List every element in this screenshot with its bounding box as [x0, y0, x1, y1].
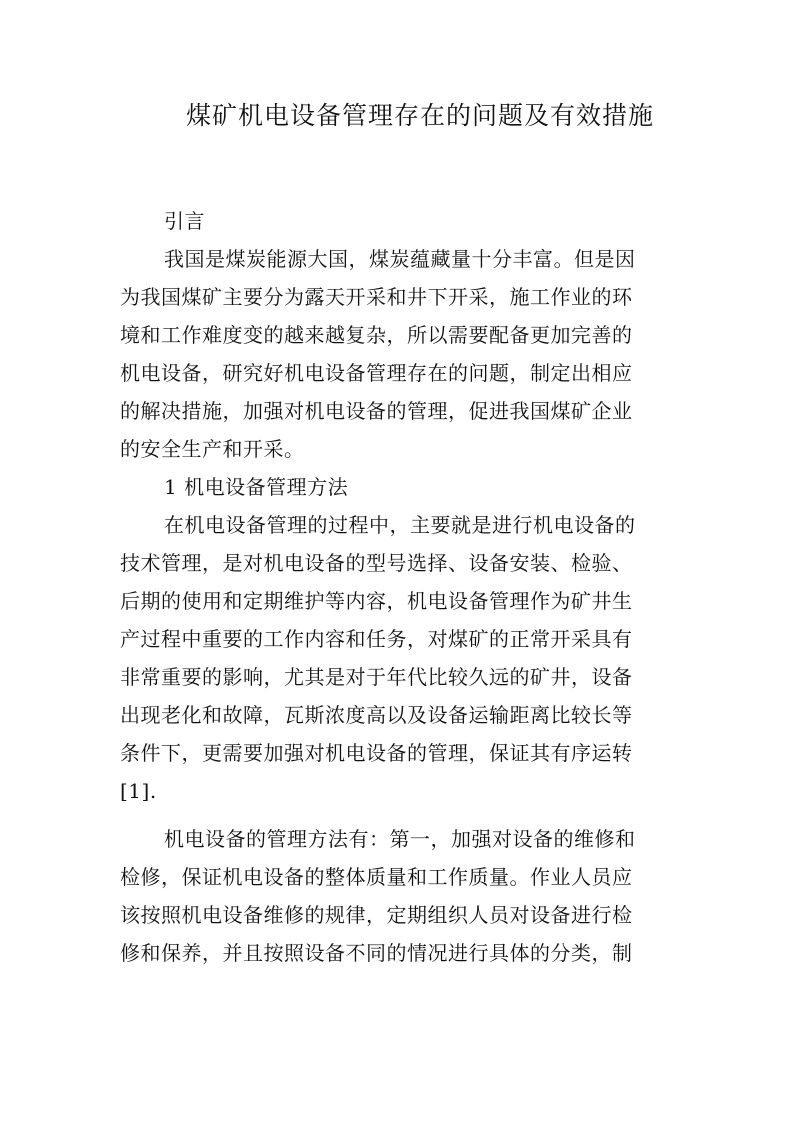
paragraph-line: 的安全生产和开采。 [120, 437, 305, 461]
section1-paragraph-1 [120, 507, 676, 811]
section-heading-intro: 引言 [164, 209, 205, 233]
paragraph-line: 该按照机电设备维修的规律，定期组织人员对设备进行检 [120, 903, 633, 927]
paragraph-line: 机电设备，研究好机电设备管理存在的问题，制定出相应 [120, 361, 633, 385]
paragraph-line: 修和保养，并且按照设备不同的情况进行具体的分类，制 [120, 941, 633, 965]
document-title: 煤矿机电设备管理存在的问题及有效措施 [185, 101, 654, 130]
paragraph-line: 的解决措施，加强对机电设备的管理，促进我国煤矿企业 [120, 399, 633, 423]
document-body [120, 203, 676, 973]
paragraph-line: 技术管理，是对机电设备的型号选择、设备安装、检验、 [120, 551, 633, 575]
section1-paragraph-2 [120, 821, 676, 973]
paragraph-line: 境和工作难度变的越来越复杂，所以需要配备更加完善的 [120, 323, 633, 347]
paragraph-line: [1]. [120, 779, 157, 803]
paragraph-line: 我国是煤炭能源大国，煤炭蕴藏量十分丰富。但是因 [164, 247, 636, 271]
paragraph-line: 后期的使用和定期维护等内容，机电设备管理作为矿井生 [120, 589, 633, 613]
paragraph-line: 出现老化和故障，瓦斯浓度高以及设备运输距离比较长等 [120, 703, 633, 727]
section-heading-1: 1 机电设备管理方法 [164, 475, 349, 499]
paragraph-line: 产过程中重要的工作内容和任务，对煤矿的正常开采具有 [120, 627, 633, 651]
paragraph-gap [120, 811, 676, 821]
intro-paragraph [120, 241, 676, 469]
paragraph-line: 机电设备的管理方法有：第一，加强对设备的维修和 [164, 827, 636, 851]
paragraph-line: 检修，保证机电设备的整体质量和工作质量。作业人员应 [120, 865, 633, 889]
paragraph-line: 为我国煤矿主要分为露天开采和井下开采，施工作业的环 [120, 285, 633, 309]
paragraph-line: 在机电设备管理的过程中，主要就是进行机电设备的 [164, 513, 636, 537]
paragraph-line: 非常重要的影响，尤其是对于年代比较久远的矿井，设备 [120, 665, 633, 689]
paragraph-line: 条件下，更需要加强对机电设备的管理，保证其有序运转 [120, 741, 633, 765]
